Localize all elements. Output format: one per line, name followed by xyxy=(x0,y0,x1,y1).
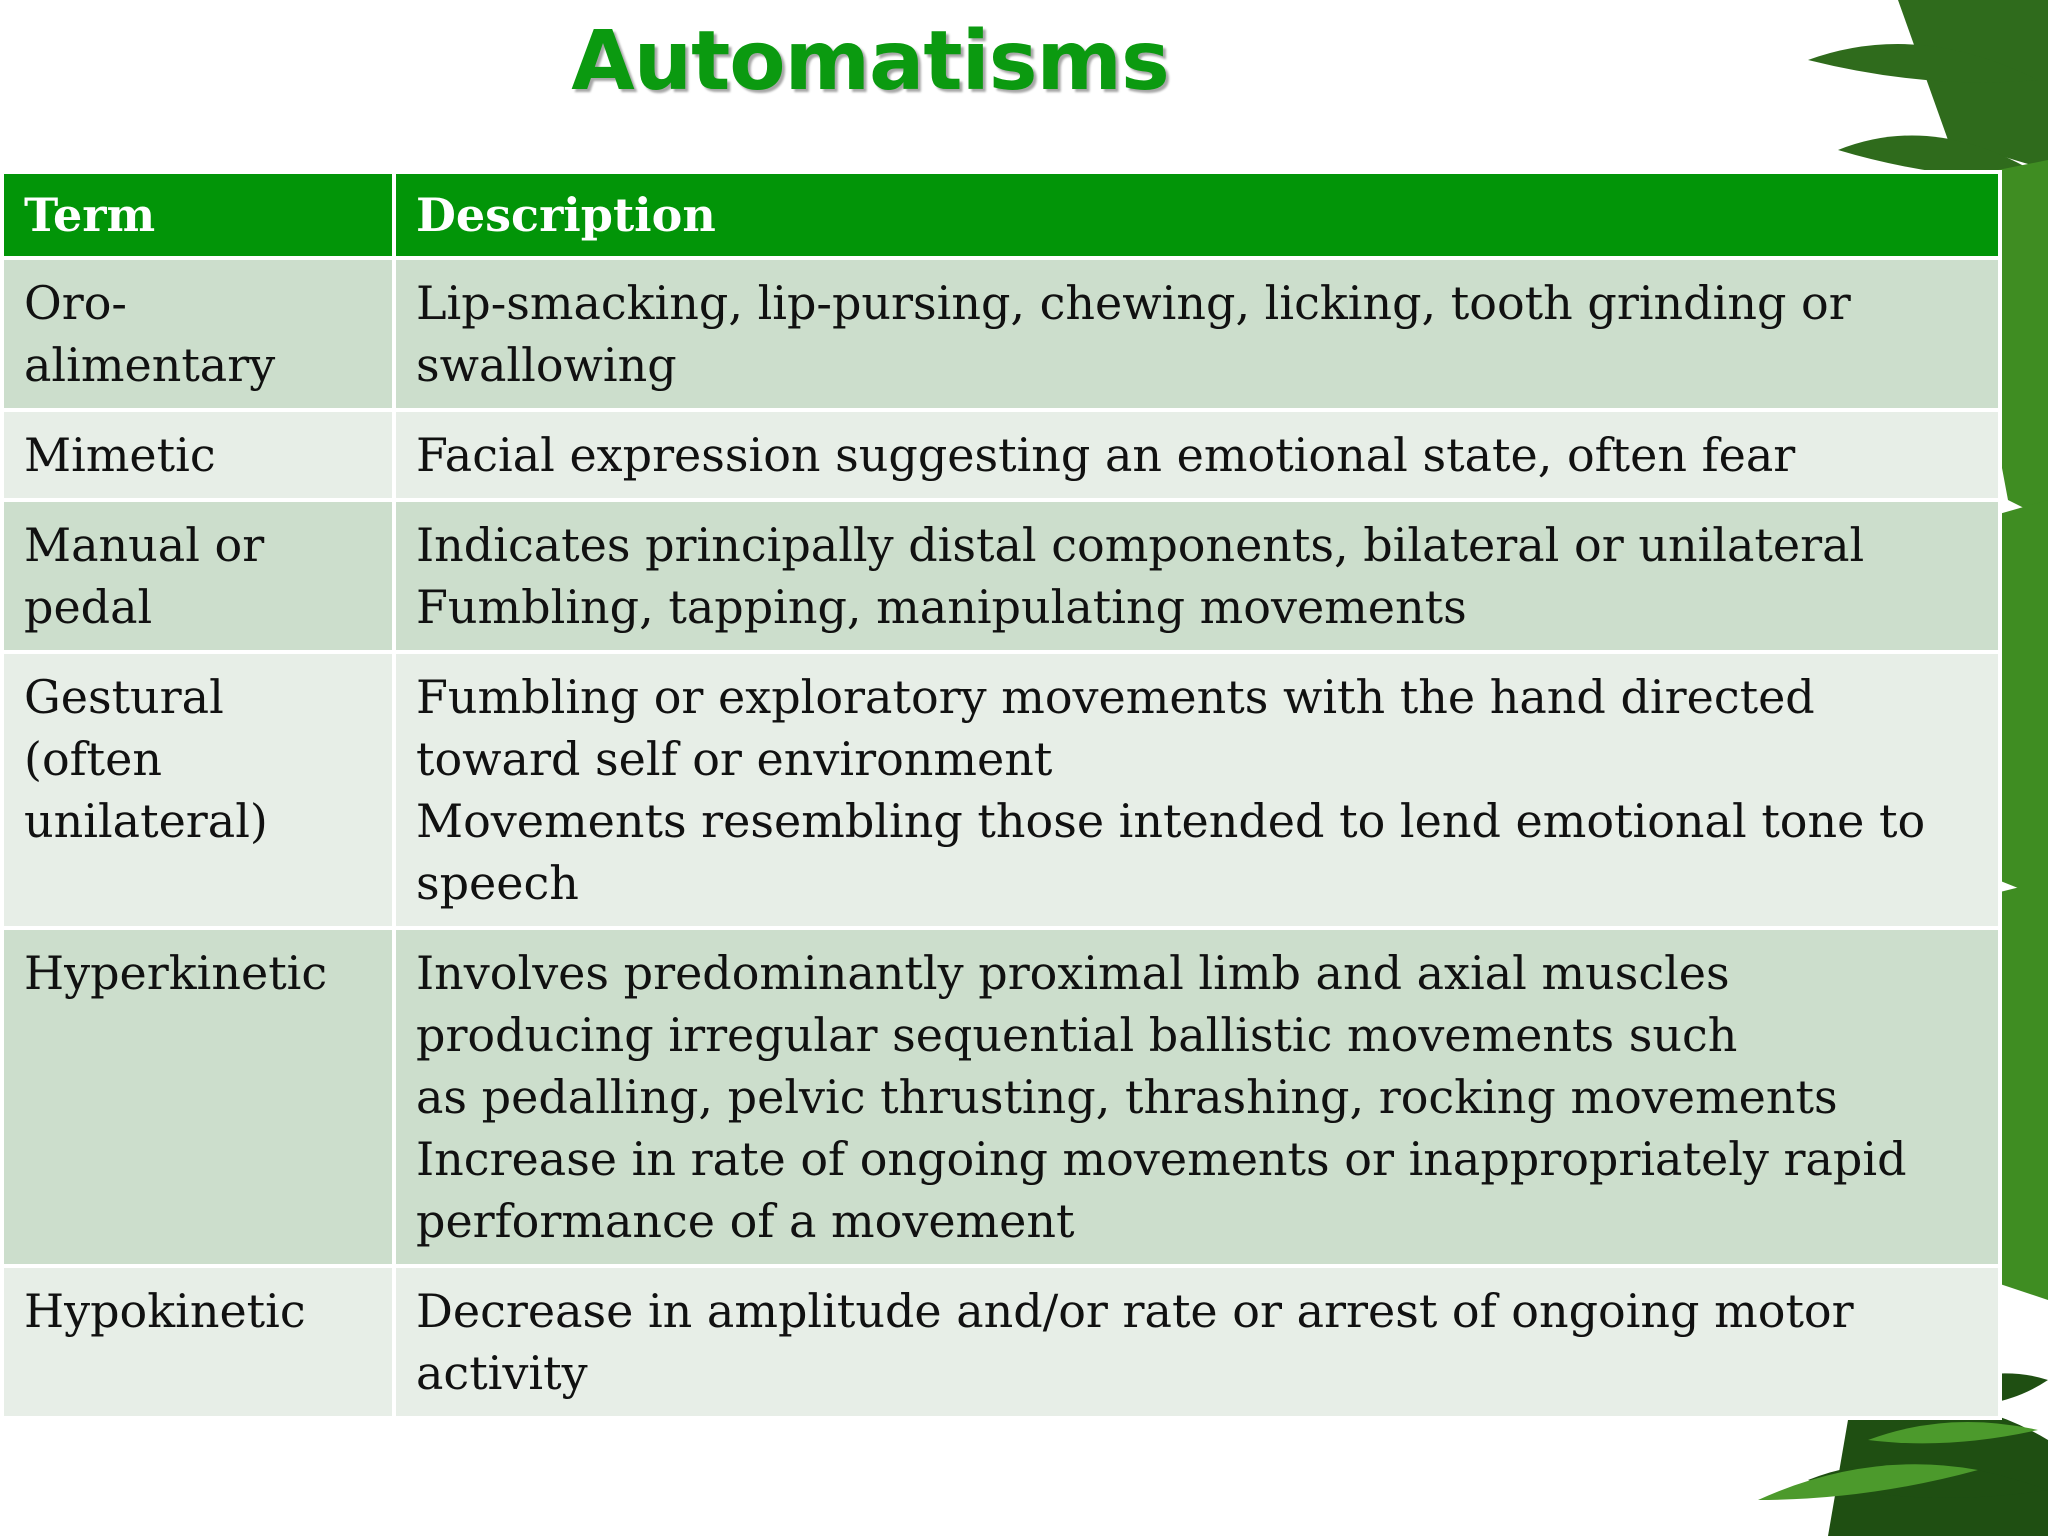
description-cell: Decrease in amplitude and/or rate or arrest of ongoing motor activity xyxy=(394,1266,2000,1418)
table-header-row xyxy=(2,172,2000,258)
automatisms-table xyxy=(0,170,2002,1420)
header-term: Term xyxy=(2,172,394,258)
term-cell: Hypokinetic xyxy=(2,1266,394,1418)
term-cell: Oro- alimentary xyxy=(2,258,394,410)
table-row xyxy=(2,1266,2000,1418)
table-row xyxy=(2,652,2000,928)
table-row xyxy=(2,500,2000,652)
term-cell: Mimetic xyxy=(2,410,394,500)
table-row xyxy=(2,928,2000,1266)
description-cell: Lip-smacking, lip-pursing, chewing, licking, tooth grinding or swallowing xyxy=(394,258,2000,410)
slide-title: Automatisms xyxy=(571,14,1169,109)
term-cell: Hyperkinetic xyxy=(2,928,394,1266)
term-cell: Manual or pedal xyxy=(2,500,394,652)
header-description: Description xyxy=(394,172,2000,258)
description-cell: Fumbling or exploratory movements with the hand directed toward self or environment Movements resembling those intended to lend emotional tone to speech xyxy=(394,652,2000,928)
table-row xyxy=(2,410,2000,500)
table-row xyxy=(2,258,2000,410)
description-cell: Indicates principally distal components, bilateral or unilateral Fumbling, tapping, manipulating movements xyxy=(394,500,2000,652)
description-cell: Involves predominantly proximal limb and axial muscles producing irregular sequential ballistic movements such as pedalling, pelvic thrusting, thrashing, rocking movements Increase in rate of ongoing movements or inappropriately rapid performance of a movement xyxy=(394,928,2000,1266)
term-cell: Gestural (often unilateral) xyxy=(2,652,394,928)
description-cell: Facial expression suggesting an emotional state, often fear xyxy=(394,410,2000,500)
